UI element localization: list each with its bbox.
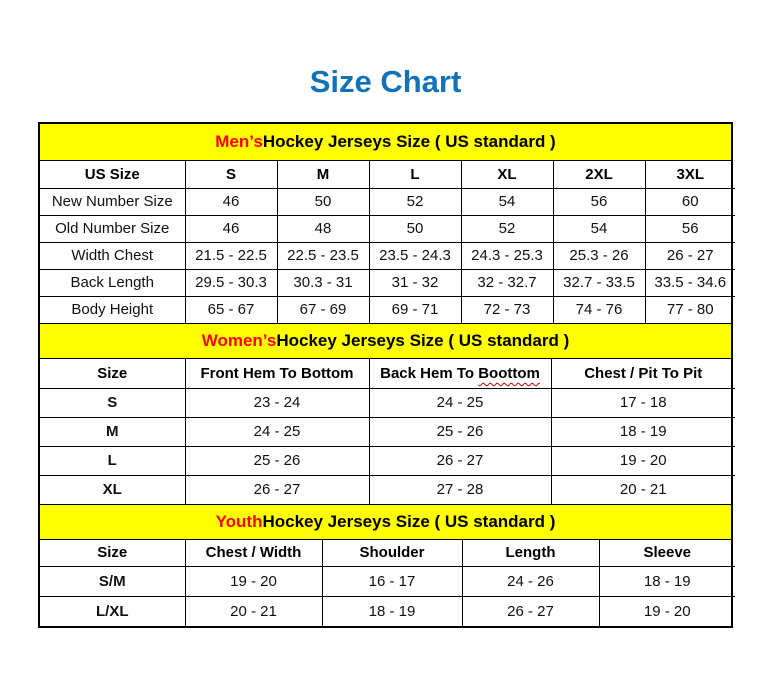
row-label: L/XL [40,596,185,626]
table-cell: 46 [185,188,277,215]
column-header: Size [40,540,185,566]
column-header-text: Back Hem To [380,364,475,382]
table-cell: 27 - 28 [369,475,551,504]
youth-banner-text: Hockey Jerseys Size ( US standard ) [262,512,556,531]
youth-header-row [40,540,735,566]
row-label: L [40,446,185,475]
table-cell: 19 - 20 [551,446,735,475]
womens-banner-highlight: Women’s [201,331,277,350]
table-row [40,446,735,475]
table-cell: 26 - 27 [185,475,369,504]
table-cell: 50 [277,188,369,215]
table-row [40,242,735,269]
table-cell: 24 - 25 [185,417,369,446]
column-header [369,359,551,388]
column-header: Length [462,540,599,566]
youth-banner-highlight: Youth [215,512,263,531]
table-cell: 77 - 80 [645,296,735,323]
table-cell: 50 [369,215,461,242]
table-cell: 52 [461,215,553,242]
table-row [40,566,735,596]
mens-banner-text: Hockey Jerseys Size ( US standard ) [262,132,556,151]
table-cell: 65 - 67 [185,296,277,323]
table-cell: 56 [645,215,735,242]
table-row [40,388,735,417]
size-chart-tables [38,122,733,628]
row-label: New Number Size [40,188,185,215]
table-cell: 31 - 32 [369,269,461,296]
table-cell: 24.3 - 25.3 [461,242,553,269]
table-cell: 46 [185,215,277,242]
table-cell: 25 - 26 [185,446,369,475]
row-label: S [40,388,185,417]
page-title: Size Chart [309,64,462,99]
column-header: Sleeve [599,540,735,566]
table-cell: 25.3 - 26 [553,242,645,269]
table-row [40,215,735,242]
table-row [40,296,735,323]
table-cell: 33.5 - 34.6 [645,269,735,296]
mens-banner-highlight: Men’s [215,132,263,151]
youth-section-banner [40,504,731,540]
table-cell: 25 - 26 [369,417,551,446]
womens-size-table [40,359,735,504]
table-cell: 69 - 71 [369,296,461,323]
table-cell: 29.5 - 30.3 [185,269,277,296]
mens-size-table [40,161,735,323]
column-header: 2XL [553,161,645,188]
table-cell: 67 - 69 [277,296,369,323]
table-cell: 20 - 21 [551,475,735,504]
table-cell: 23 - 24 [185,388,369,417]
table-row [40,269,735,296]
row-label: Old Number Size [40,215,185,242]
table-cell: 30.3 - 31 [277,269,369,296]
table-cell: 19 - 20 [599,596,735,626]
table-cell: 18 - 19 [551,417,735,446]
row-label: Body Height [40,296,185,323]
table-cell: 20 - 21 [185,596,322,626]
column-header: S [185,161,277,188]
table-cell: 22.5 - 23.5 [277,242,369,269]
column-header: Front Hem To Bottom [185,359,369,388]
table-cell: 54 [461,188,553,215]
table-cell: 21.5 - 22.5 [185,242,277,269]
table-cell: 60 [645,188,735,215]
column-header: Size [40,359,185,388]
row-label: Width Chest [40,242,185,269]
table-cell: 18 - 19 [322,596,462,626]
mens-header-row [40,161,735,188]
table-row [40,475,735,504]
mens-section-banner [40,124,731,161]
table-cell: 32.7 - 33.5 [553,269,645,296]
column-header: Chest / Pit To Pit [551,359,735,388]
table-cell: 32 - 32.7 [461,269,553,296]
column-header: 3XL [645,161,735,188]
table-cell: 48 [277,215,369,242]
misspelled-word: Boottom [478,364,540,382]
column-header: Chest / Width [185,540,322,566]
table-cell: 24 - 26 [462,566,599,596]
table-cell: 72 - 73 [461,296,553,323]
table-cell: 16 - 17 [322,566,462,596]
womens-section-banner [40,323,731,359]
column-header: Shoulder [322,540,462,566]
table-row [40,417,735,446]
column-header: L [369,161,461,188]
youth-size-table [40,540,735,626]
table-cell: 26 - 27 [462,596,599,626]
table-cell: 74 - 76 [553,296,645,323]
row-label: Back Length [40,269,185,296]
column-header: XL [461,161,553,188]
table-cell: 23.5 - 24.3 [369,242,461,269]
table-cell: 24 - 25 [369,388,551,417]
column-header: US Size [40,161,185,188]
table-cell: 26 - 27 [369,446,551,475]
row-label: XL [40,475,185,504]
table-cell: 18 - 19 [599,566,735,596]
table-cell: 54 [553,215,645,242]
table-row [40,188,735,215]
table-cell: 19 - 20 [185,566,322,596]
womens-banner-text: Hockey Jerseys Size ( US standard ) [276,331,570,350]
table-row [40,596,735,626]
row-label: M [40,417,185,446]
womens-header-row [40,359,735,388]
row-label: S/M [40,566,185,596]
table-cell: 52 [369,188,461,215]
column-header: M [277,161,369,188]
table-cell: 56 [553,188,645,215]
table-cell: 17 - 18 [551,388,735,417]
table-cell: 26 - 27 [645,242,735,269]
